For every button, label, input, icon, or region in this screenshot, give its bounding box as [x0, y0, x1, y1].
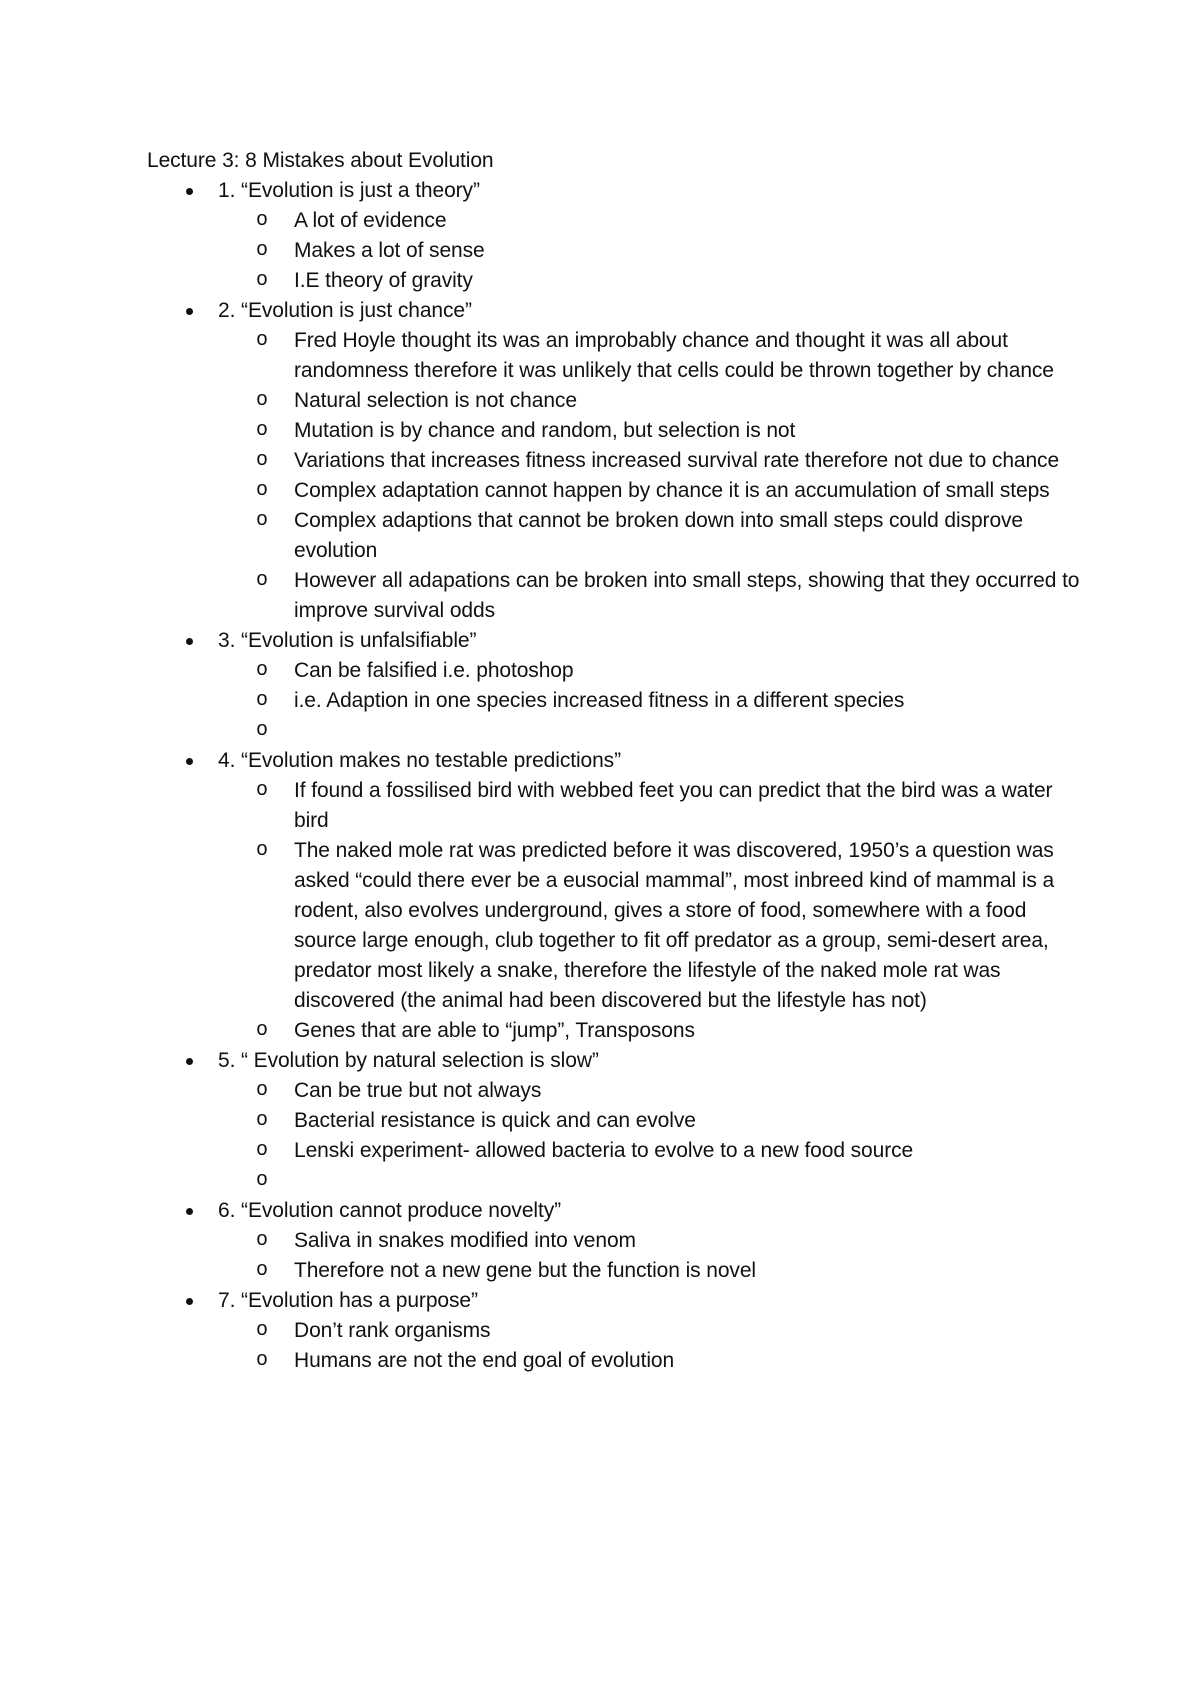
bullet-icon — [186, 188, 193, 195]
bullet-icon — [186, 1298, 193, 1305]
circle-bullet-icon: o — [256, 719, 268, 742]
circle-bullet-icon: o — [256, 1079, 268, 1102]
list-item — [147, 326, 1087, 386]
list-item-text: I.E theory of gravity — [294, 269, 473, 292]
list-item — [147, 656, 1087, 686]
list-item — [147, 836, 1087, 1016]
bullet-icon — [186, 308, 193, 315]
circle-bullet-icon: o — [256, 509, 268, 532]
section-heading: 2. “Evolution is just chance” — [218, 299, 472, 322]
list-item — [147, 716, 1087, 746]
list-item-text: Can be falsified i.e. photoshop — [294, 659, 574, 682]
list-item-text: Variations that increases fitness increased survival rate therefore not due to chance — [294, 449, 1060, 472]
list-item — [147, 386, 1087, 416]
list-item — [147, 1166, 1087, 1196]
circle-bullet-icon: o — [256, 1349, 268, 1372]
list-item-text: Don’t rank organisms — [294, 1319, 491, 1342]
list-item — [147, 476, 1087, 506]
sub-list — [147, 1076, 1087, 1196]
list-item — [147, 1256, 1087, 1286]
section-2 — [147, 296, 1087, 626]
circle-bullet-icon: o — [256, 1109, 268, 1132]
list-item — [147, 1076, 1087, 1106]
circle-bullet-icon: o — [256, 569, 268, 592]
list-item-text: However all adapations can be broken into small steps, showing that they occurred to improve survival odds — [294, 569, 1080, 622]
list-item — [147, 1136, 1087, 1166]
circle-bullet-icon: o — [256, 839, 268, 862]
page-title: Lecture 3: 8 Mistakes about Evolution — [147, 149, 494, 172]
list-item-text: The naked mole rat was predicted before it was discovered, 1950’s a question was asked “could there ever be a eusocial mammal”, most inbreed kind of mammal is a rodent, also evolves underground, gives a store of food, somewhere with a food source large enough, club together to fit off predator as a group, semi-desert area, predator most likely a snake, therefore the lifestyle of the naked mole rat was discovered (the animal had been discovered but the lifestyle has not) — [294, 839, 1055, 1012]
list-item-text: Natural selection is not chance — [294, 389, 577, 412]
section-heading: 3. “Evolution is unfalsifiable” — [218, 629, 477, 652]
section-3 — [147, 626, 1087, 746]
list-item-text: Lenski experiment- allowed bacteria to evolve to a new food source — [294, 1139, 914, 1162]
list-item — [147, 566, 1087, 626]
list-item — [147, 236, 1087, 266]
list-item — [147, 1106, 1087, 1136]
list-item-text: If found a fossilised bird with webbed feet you can predict that the bird was a water bird — [294, 779, 1053, 832]
circle-bullet-icon: o — [256, 779, 268, 802]
section-4 — [147, 746, 1087, 1046]
list-item — [147, 266, 1087, 296]
list-item — [147, 776, 1087, 836]
list-item-text: Complex adaptions that cannot be broken down into small steps could disprove evolution — [294, 509, 1024, 562]
bullet-icon — [186, 638, 193, 645]
list-item — [147, 686, 1087, 716]
circle-bullet-icon: o — [256, 239, 268, 262]
list-item-text: Mutation is by chance and random, but selection is not — [294, 419, 796, 442]
list-item-text: Saliva in snakes modified into venom — [294, 1229, 636, 1252]
list-item-text: Humans are not the end goal of evolution — [294, 1349, 675, 1372]
section-5 — [147, 1046, 1087, 1196]
circle-bullet-icon: o — [256, 329, 268, 352]
list-item-text: Genes that are able to “jump”, Transposons — [294, 1019, 695, 1042]
circle-bullet-icon: o — [256, 1229, 268, 1252]
circle-bullet-icon: o — [256, 419, 268, 442]
circle-bullet-icon: o — [256, 1259, 268, 1282]
list-item — [147, 1016, 1087, 1046]
list-item — [147, 206, 1087, 236]
section-6 — [147, 1196, 1087, 1286]
list-item-text — [294, 1166, 1087, 1196]
list-item — [147, 1316, 1087, 1346]
bullet-icon — [186, 1208, 193, 1215]
list-item-text: A lot of evidence — [294, 209, 447, 232]
circle-bullet-icon: o — [256, 1019, 268, 1042]
circle-bullet-icon: o — [256, 1139, 268, 1162]
sub-list — [147, 206, 1087, 296]
list-item-text: Bacterial resistance is quick and can evolve — [294, 1109, 696, 1132]
circle-bullet-icon: o — [256, 659, 268, 682]
section-heading: 5. “ Evolution by natural selection is slow” — [218, 1049, 599, 1072]
circle-bullet-icon: o — [256, 1169, 268, 1192]
circle-bullet-icon: o — [256, 389, 268, 412]
list-item-text: Complex adaptation cannot happen by chance it is an accumulation of small steps — [294, 479, 1050, 502]
bullet-icon — [186, 1058, 193, 1065]
section-1 — [147, 176, 1087, 296]
sub-list — [147, 1316, 1087, 1376]
document-body — [147, 146, 1087, 1376]
section-heading: 7. “Evolution has a purpose” — [218, 1289, 478, 1312]
circle-bullet-icon: o — [256, 449, 268, 472]
list-item-text: Can be true but not always — [294, 1079, 542, 1102]
sub-list — [147, 656, 1087, 746]
circle-bullet-icon: o — [256, 209, 268, 232]
circle-bullet-icon: o — [256, 479, 268, 502]
list-item — [147, 1346, 1087, 1376]
bullet-icon — [186, 758, 193, 765]
section-heading: 4. “Evolution makes no testable predictions” — [218, 749, 621, 772]
circle-bullet-icon: o — [256, 1319, 268, 1342]
list-item-text: i.e. Adaption in one species increased fitness in a different species — [294, 689, 905, 712]
sub-list — [147, 776, 1087, 1046]
list-item-text — [294, 716, 1087, 746]
list-item — [147, 1226, 1087, 1256]
sub-list — [147, 1226, 1087, 1286]
circle-bullet-icon: o — [256, 269, 268, 292]
list-item — [147, 446, 1087, 476]
section-heading: 6. “Evolution cannot produce novelty” — [218, 1199, 562, 1222]
list-item-text: Fred Hoyle thought its was an improbably chance and thought it was all about randomness therefore it was unlikely that cells could be thrown together by chance — [294, 329, 1054, 382]
mistakes-list — [147, 176, 1087, 1376]
circle-bullet-icon: o — [256, 689, 268, 712]
section-heading: 1. “Evolution is just a theory” — [218, 179, 480, 202]
list-item-text: Therefore not a new gene but the function is novel — [294, 1259, 756, 1282]
list-item-text: Makes a lot of sense — [294, 239, 485, 262]
section-7 — [147, 1286, 1087, 1376]
sub-list — [147, 326, 1087, 626]
list-item — [147, 506, 1087, 566]
list-item — [147, 416, 1087, 446]
